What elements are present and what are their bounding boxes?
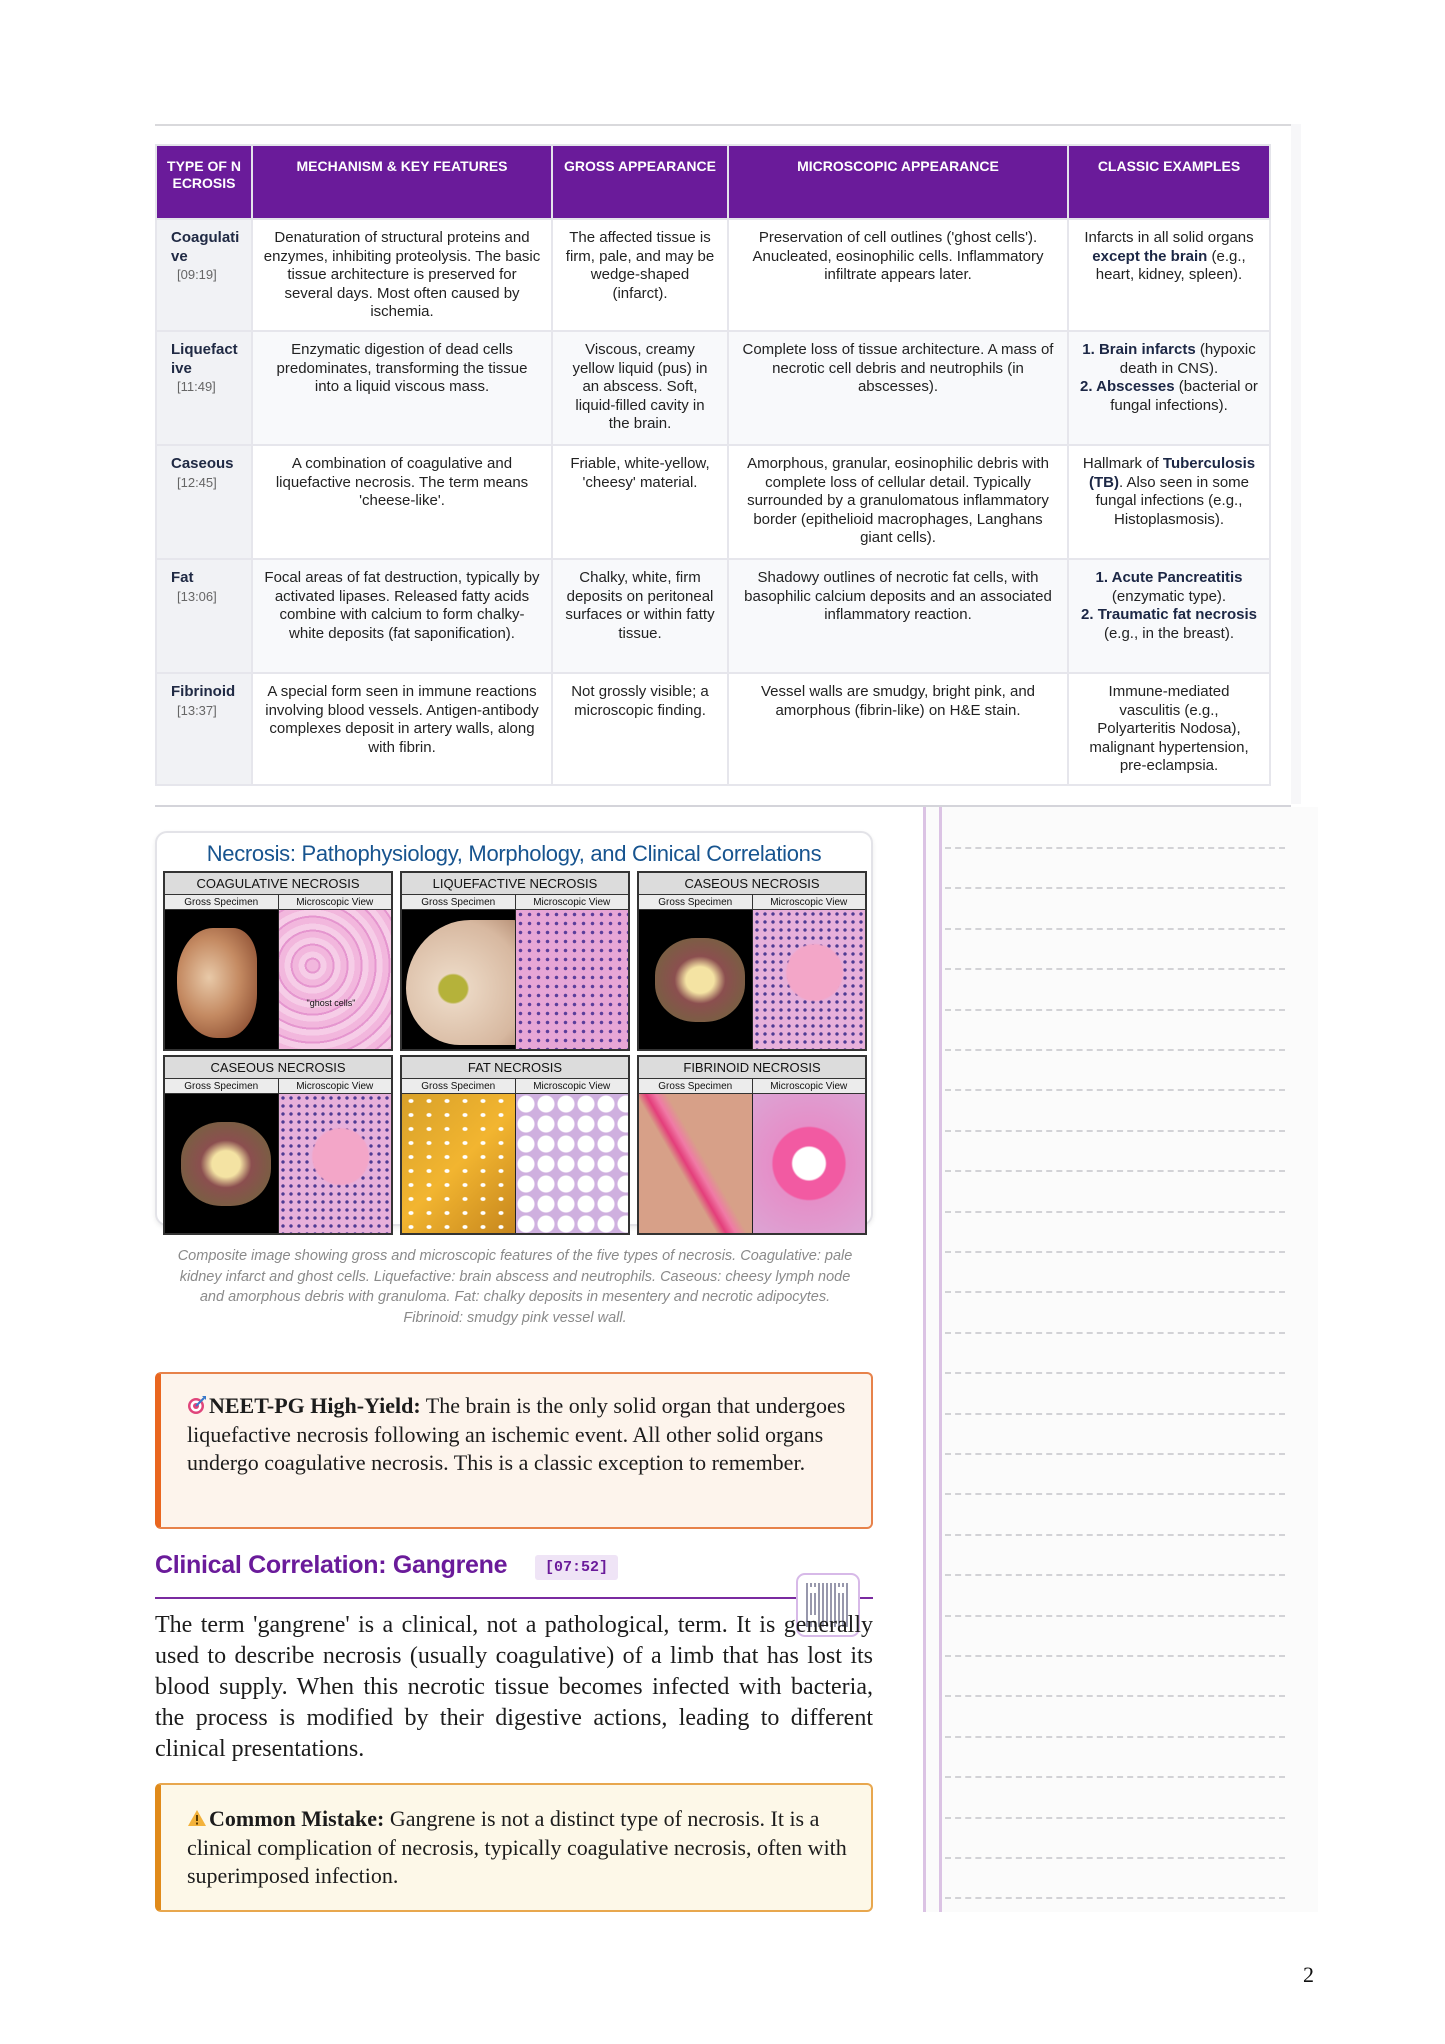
notes-line <box>945 1413 1285 1415</box>
lymph-node-gross-image <box>165 1094 278 1233</box>
notes-line <box>945 1049 1285 1051</box>
header-type: TYPE OF NECROSIS <box>156 145 252 219</box>
kidney-gross-image <box>165 910 278 1049</box>
examples-cell: Hallmark of Tuberculosis (TB). Also seen in some fungal infections (e.g., Histoplasmosis). <box>1068 445 1270 559</box>
examples-cell: Immune-mediated vasculitis (e.g., Polyarteritis Nodosa), malignant hypertension, pre-eclampsia. <box>1068 673 1270 785</box>
table-row <box>156 219 1270 331</box>
gross-cell: Viscous, creamy yellow liquid (pus) in an abscess. Soft, liquid-filled cavity in the brain. <box>552 331 728 445</box>
video-timestamp-link[interactable]: [13:06] <box>177 588 217 604</box>
notes-line <box>945 1332 1285 1334</box>
notes-line <box>945 847 1285 849</box>
figure-title: Necrosis: Pathophysiology, Morphology, and Clinical Correlations <box>206 841 822 866</box>
notes-line <box>945 928 1285 930</box>
examples-cell: 1. Acute Pancreatitis (enzymatic type). 2. Traumatic fat necrosis (e.g., in the breast). <box>1068 559 1270 673</box>
panel-caseous: CASEOUS NECROSIS Gross Specimen Microscopic View <box>637 871 867 1051</box>
notes-line <box>945 1615 1285 1617</box>
top-divider <box>155 124 1291 126</box>
notes-line <box>945 1534 1285 1536</box>
video-timestamp-link[interactable]: [11:49] <box>177 379 216 394</box>
granuloma-micro-image <box>752 910 866 1049</box>
header-examples: CLASSIC EXAMPLES <box>1068 145 1270 219</box>
microscopic-cell: Amorphous, granular, eosinophilic debris with complete loss of cellular detail. Typically surrounded by a granulomatous inflammatory border (epithelioid macrophages, Langhans giant cells). <box>728 445 1068 559</box>
notes-line <box>945 968 1285 970</box>
notes-line <box>945 1211 1285 1213</box>
notes-line <box>945 1655 1285 1657</box>
header-gross: GROSS APPEARANCE <box>552 145 728 219</box>
common-mistake-label: Common Mistake: <box>209 1806 385 1831</box>
section-timestamp-link[interactable]: [07:52] <box>535 1555 618 1580</box>
mechanism-cell: Focal areas of fat destruction, typically by activated lipases. Released fatty acids combine with calcium to form chalky-white deposits (fat saponification). <box>252 559 552 673</box>
header-microscopic: MICROSCOPIC APPEARANCE <box>728 145 1068 219</box>
necrosis-composite-figure <box>155 831 873 1226</box>
notes-line <box>945 1493 1285 1495</box>
notes-line <box>945 1695 1285 1697</box>
panel-caseous-2: CASEOUS NECROSIS Gross Specimen Microscopic View <box>163 1055 393 1235</box>
figure-caption: Composite image showing gross and microscopic features of the five types of necrosis. Coagulative: pale kidney infarct and ghost cells. Liquefactive: brain abscess and neutrophils. Caseous: cheesy lymph node and amorphous debris with granuloma. Fat: chalky deposits in mesentery and necrotic adipocytes. Fibrinoid: smudgy pink vessel wall. <box>177 1248 853 1326</box>
notes-line <box>945 1897 1285 1899</box>
panel-fibrinoid: FIBRINOID NECROSIS Gross Specimen Microscopic View <box>637 1055 867 1235</box>
necrosis-type: Coagulative <box>171 229 240 265</box>
notes-line <box>945 1251 1285 1253</box>
notes-line <box>945 1130 1285 1132</box>
gross-cell: Friable, white-yellow, 'cheesy' material. <box>552 445 728 559</box>
mechanism-cell: A special form seen in immune reactions involving blood vessels. Antigen-antibody complexes deposit in artery walls, along with fibrin. <box>252 673 552 785</box>
brain-gross-image <box>402 910 515 1049</box>
notes-margin-line <box>923 807 926 1912</box>
vessel-wall-micro-image <box>752 1094 866 1233</box>
microscopic-cell: Shadowy outlines of necrotic fat cells, with basophilic calcium deposits and an associated inflammatory reaction. <box>728 559 1068 673</box>
table-row <box>156 673 1270 785</box>
ghost-cells-micro-image <box>278 910 392 1049</box>
notes-line <box>945 1089 1285 1091</box>
mechanism-cell: Enzymatic digestion of dead cells predominates, transforming the tissue into a liquid viscous mass. <box>252 331 552 445</box>
notes-line <box>945 1776 1285 1778</box>
notes-line <box>945 887 1285 889</box>
microscopic-cell: Preservation of cell outlines ('ghost cells'). Anucleated, eosinophilic cells. Inflammatory infiltrate appears later. <box>728 219 1068 331</box>
panel-liquefactive: LIQUEFACTIVE NECROSIS Gross Specimen Microscopic View <box>400 871 630 1051</box>
table-header-row <box>156 145 1270 219</box>
examples-cell: 1. Brain infarcts (hypoxic death in CNS). 2. Abscesses (bacterial or fungal infections). <box>1068 331 1270 445</box>
high-yield-callout <box>155 1372 873 1529</box>
mechanism-cell: Denaturation of structural proteins and enzymes, inhibiting proteolysis. The basic tissue architecture is preserved for several days. Most often caused by ischemia. <box>252 219 552 331</box>
section-heading <box>155 1551 873 1599</box>
vessel-gross-image <box>639 1094 752 1233</box>
section-title: Clinical Correlation: Gangrene <box>155 1551 508 1579</box>
examples-cell: Infarcts in all solid organs except the brain (e.g., heart, kidney, spleen). <box>1068 219 1270 331</box>
necrosis-type: Caseous <box>171 455 234 472</box>
notes-line <box>945 1291 1285 1293</box>
gross-cell: Chalky, white, firm deposits on peritoneal surfaces or within fatty tissue. <box>552 559 728 673</box>
table-row <box>156 331 1270 445</box>
panel-coagulative: COAGULATIVE NECROSIS Gross Specimen Microscopic View "ghost cells" <box>163 871 393 1051</box>
necrosis-type: Fibrinoid <box>171 683 236 700</box>
notes-line <box>945 1372 1285 1374</box>
video-timestamp-link[interactable]: [13:37] <box>177 702 217 718</box>
warning-icon <box>187 1807 207 1827</box>
notes-line <box>945 1170 1285 1172</box>
notes-line <box>945 1736 1285 1738</box>
necrosis-comparison-table <box>155 144 1269 786</box>
margin-shade <box>1291 124 1301 804</box>
lymph-node-gross-image <box>639 910 752 1049</box>
notes-margin-line <box>939 807 942 1912</box>
notes-line <box>945 1857 1285 1859</box>
necrosis-type: Fat <box>171 569 194 586</box>
header-mechanism: MECHANISM & KEY FEATURES <box>252 145 552 219</box>
granuloma-micro-image <box>278 1094 392 1233</box>
page-number: 2 <box>1303 1962 1314 1987</box>
table-row <box>156 445 1270 559</box>
ghost-cells-annotation: "ghost cells" <box>306 998 356 1008</box>
mechanism-cell: A combination of coagulative and liquefactive necrosis. The term means 'cheese-like'. <box>252 445 552 559</box>
video-timestamp-link[interactable]: [12:45] <box>177 474 217 490</box>
microscopic-cell: Complete loss of tissue architecture. A mass of necrotic cell debris and neutrophils (in abscesses). <box>728 331 1068 445</box>
necrosis-type: Liquefactive <box>171 341 238 377</box>
notes-area[interactable] <box>923 807 1318 1912</box>
gross-cell: The affected tissue is firm, pale, and may be wedge-shaped (infarct). <box>552 219 728 331</box>
high-yield-text: The brain is the only solid organ that undergoes liquefactive necrosis following an ischemic event. All other solid organs undergo coagulative necrosis. This is a classic exception to remember. <box>187 1393 846 1475</box>
adipocytes-micro-image <box>515 1094 629 1233</box>
notes-line <box>945 1817 1285 1819</box>
microscopic-cell: Vessel walls are smudgy, bright pink, and amorphous (fibrin-like) on H&E stain. <box>728 673 1068 785</box>
mesentery-gross-image <box>402 1094 515 1233</box>
notes-line <box>945 1453 1285 1455</box>
neutrophils-micro-image <box>515 910 629 1049</box>
table-row <box>156 559 1270 673</box>
gangrene-paragraph: The term 'gangrene' is a clinical, not a pathological, term. It is generally used to describe necrosis (usually coagulative) of a limb that has lost its blood supply. When this necrotic tissue becomes infected with bacteria, the process is modified by their digestive actions, leading to different clinical presentations. <box>155 1612 873 1762</box>
panel-fat: FAT NECROSIS Gross Specimen Microscopic View <box>400 1055 630 1235</box>
gross-cell: Not grossly visible; a microscopic finding. <box>552 673 728 785</box>
high-yield-label: NEET-PG High-Yield: <box>209 1393 421 1418</box>
notes-line <box>945 1009 1285 1011</box>
common-mistake-callout <box>155 1783 873 1912</box>
common-mistake-text: Gangrene is not a distinct type of necrosis. It is a clinical complication of necrosis, typically coagulative necrosis, often with superimposed infection. <box>187 1806 847 1888</box>
notes-line <box>945 1574 1285 1576</box>
video-timestamp-link[interactable]: [09:19] <box>177 267 217 282</box>
target-icon <box>187 1394 207 1414</box>
